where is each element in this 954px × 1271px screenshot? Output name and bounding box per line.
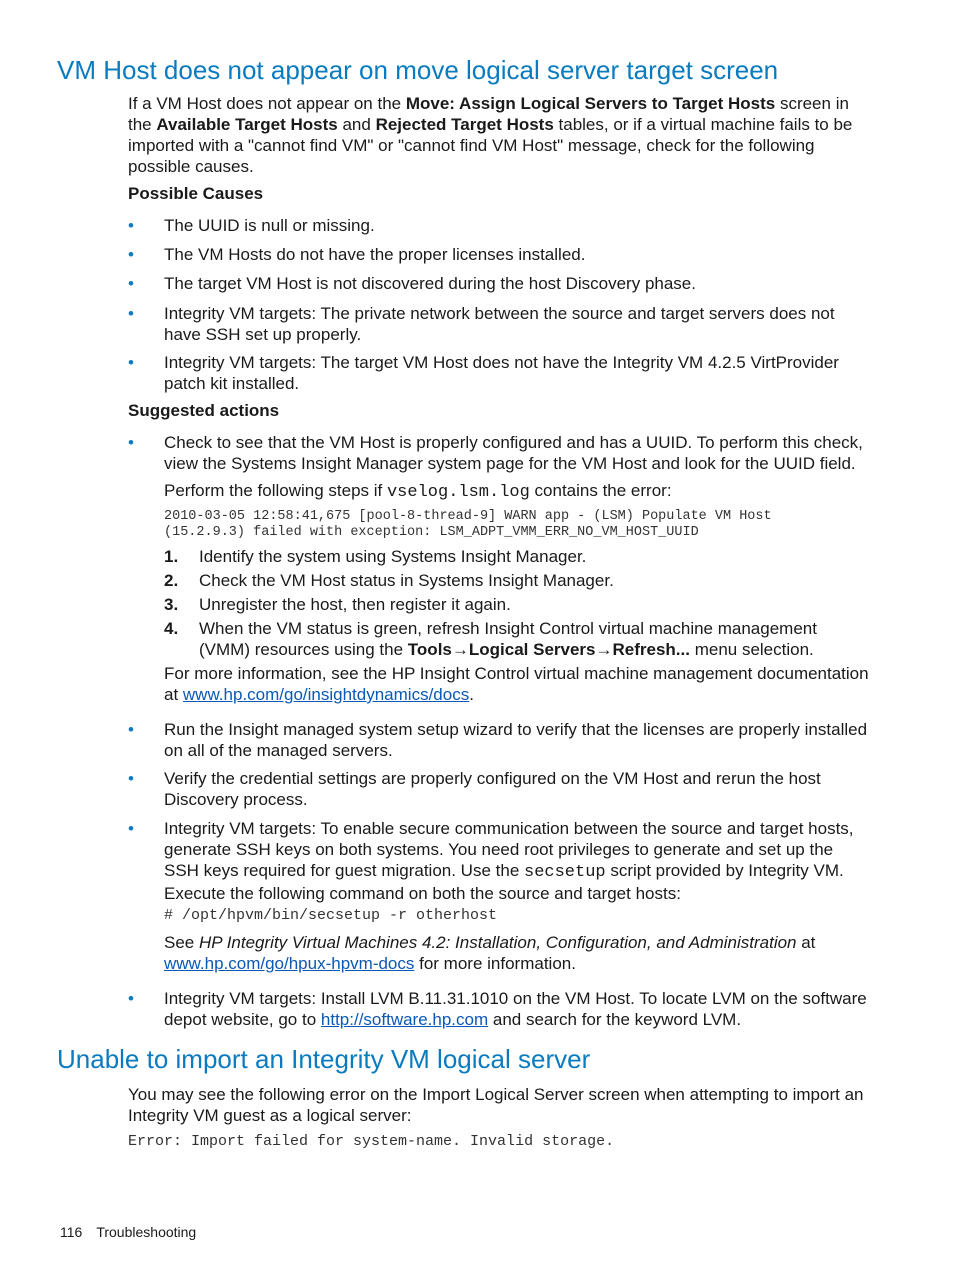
bullet-icon: • [128, 989, 134, 1008]
see-paragraph: See HP Integrity Virtual Machines 4.2: Installation, Configuration, and Administration at www.hp.com/go/hpux-hpvm-docs for more information. [164, 933, 816, 973]
bullet-icon: • [128, 819, 134, 838]
list-item: • The target VM Host is not discovered during the host Discovery phase. [128, 274, 696, 293]
intro-paragraph: If a VM Host does not appear on the Move: Assign Logical Servers to Target Hosts screen in the Available Target Hosts and Rejected Target Hosts tables, or if a virtual machine fails to be imported with a "cannot find VM" or "cannot find VM Host" message, check for the following possible causes. [128, 94, 853, 176]
step-item: 2. Check the VM Host status in Systems Insight Manager. [164, 571, 614, 590]
bullet-icon: • [128, 353, 134, 372]
list-item: • Integrity VM targets: The private network between the source and target servers does not have SSH set up properly. [128, 304, 835, 344]
section-title: VM Host does not appear on move logical server target screen [57, 55, 779, 85]
bullet-icon: • [128, 720, 134, 739]
bullet-icon: • [128, 304, 134, 323]
section2-title: Unable to import an Integrity VM logical server [57, 1044, 591, 1074]
bullet-icon: • [128, 769, 134, 788]
list-item: • Integrity VM targets: To enable secure communication between the source and target hosts, generate SSH keys on both systems. You need root privileges to generate and set up the SSH keys required for guest migration. Use the secsetup script provided by Integrity VM. Execute the following command on both the source and target hosts: [128, 819, 854, 903]
log-filename: vselog.lsm.log [386, 483, 530, 502]
page-number: 116 [60, 1224, 83, 1240]
page-footer [60, 1222, 210, 1243]
secsetup-code-block: # /opt/hpvm/bin/secsetup -r otherhost [164, 907, 498, 924]
bullet-icon: • [128, 216, 134, 235]
list-item: • Check to see that the VM Host is properly configured and has a UUID. To perform this check, view the Systems Insight Manager system page for the VM Host and look for the UUID field. [128, 433, 863, 473]
bullet-icon: • [128, 433, 134, 452]
suggested-actions-heading: Suggested actions [128, 401, 280, 420]
more-info-paragraph: For more information, see the HP Insight Control virtual machine management documentation at www.hp.com/go/insightdynamics/docs. [164, 664, 869, 704]
secsetup-command: secsetup [524, 863, 606, 882]
section2-intro: You may see the following error on the Import Logical Server screen when attempting to import an Integrity VM guest as a logical server: [128, 1085, 864, 1125]
insightdynamics-docs-link[interactable]: www.hp.com/go/insightdynamics/docs [182, 685, 470, 704]
possible-causes-heading: Possible Causes [128, 184, 264, 203]
software-hp-link[interactable]: http://software.hp.com [320, 1010, 489, 1029]
list-item: • Run the Insight managed system setup wizard to verify that the licenses are properly installed on all of the managed servers. [128, 720, 868, 760]
menu-path: Tools→Logical Servers→Refresh... [407, 640, 690, 659]
bullet-icon: • [128, 245, 134, 264]
list-item: • Integrity VM targets: The target VM Host does not have the Integrity VM 4.2.5 VirtProvider patch kit installed. [128, 353, 839, 393]
list-item: • Verify the credential settings are properly configured on the VM Host and rerun the host Discovery process. [128, 769, 821, 809]
bullet-icon: • [128, 274, 134, 293]
list-item: • The UUID is null or missing. [128, 216, 375, 235]
list-item: • The VM Hosts do not have the proper licenses installed. [128, 245, 586, 264]
log-code-block: 2010-03-05 12:58:41,675 [pool-8-thread-9] WARN app - (LSM) Populate VM Host (15.2.9.3) failed with exception: LSM_ADPT_VMM_ERR_NO_VM_HOST_UUID [164, 509, 772, 540]
error-code-block: Error: Import failed for system-name. Invalid storage. [128, 1133, 615, 1150]
steps-intro: Perform the following steps if vselog.lsm.log contains the error: [164, 481, 672, 502]
step-item: 1. Identify the system using Systems Insight Manager. [164, 547, 587, 566]
step-item: 4. When the VM status is green, refresh Insight Control virtual machine management (VMM) resources using the Tools→Logical Servers→Refresh... menu selection. [164, 619, 817, 659]
list-item: • Integrity VM targets: Install LVM B.11.31.1010 on the VM Host. To locate LVM on the software depot website, go to http://software.hp.com and search for the keyword LVM. [128, 989, 867, 1029]
hpux-hpvm-docs-link[interactable]: www.hp.com/go/hpux-hpvm-docs [164, 954, 415, 973]
chapter-name: Troubleshooting [96, 1224, 197, 1240]
step-item: 3. Unregister the host, then register it again. [164, 595, 511, 614]
